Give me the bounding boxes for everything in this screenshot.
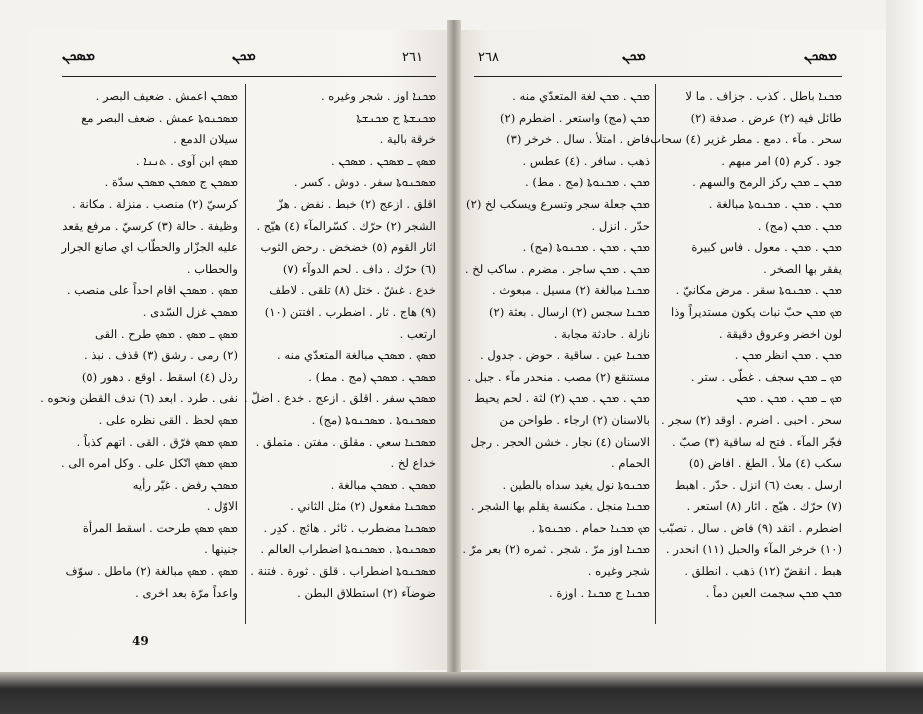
entry-line: اقلق . ازعج (٢) خبط . نفض . هزّ <box>277 196 436 211</box>
entry-line: الحمام . <box>610 456 650 471</box>
entry-line: ܡܣܟ . ܡܣܟ مبالغة (٢) ماطل . سوّف <box>65 564 238 579</box>
entry-line: (١٠) خرخر المآء والحبل (١١) انحدر . <box>665 542 842 557</box>
entry-line: وظيفة . حالة (٣) كرسيّ . مرفع يقعد <box>62 218 238 233</box>
entry-line: ܡܟܢ . ܡܟܢ . ܡܟܢܘܬܐ مبالغة . <box>708 196 842 211</box>
right-header-root: ܡܟܢ <box>622 48 646 64</box>
entry-line: الشجر (٢) حرّك . كسّرالمآء (٤) هيّج . <box>256 218 436 233</box>
right-page-column-left <box>462 86 650 604</box>
entry-line: ܡܟܢ . ܡܟܢ . ܡܟܢܘܬܐ (مج) . <box>522 240 650 255</box>
entry-line: ܡܣܟܢ . ܡܣܟܢ (مج . مط) . <box>308 369 436 384</box>
entry-line: والحطاب . <box>186 261 238 276</box>
entry-line: خرقة بالية . <box>379 132 436 147</box>
entry-line: مستنقع (٢) مصب . منحدر مآء . جبل . <box>467 369 650 384</box>
entry-line: فاض . امتلأ . سال . خرخر (٣) <box>506 132 650 147</box>
entry-line: فجّر المآء . فتح له ساقية (٣) صبّ . <box>671 434 842 449</box>
entry-line: ܡܟܢܐ عين . ساقية . حوض . جدول . <box>479 348 650 363</box>
entry-line: ܡܟܢ . ܡܟܢܘܬܐ (مج . مط) . <box>525 175 650 190</box>
entry-line: ܡܟܢ . ܡܟܢ لغة المتعدّي منه . <box>512 89 650 103</box>
entry-line: ܡܣܟܢ . ܡܣܟܢ مبالغة . <box>330 477 436 492</box>
left-page-column-left <box>40 86 238 604</box>
entry-line: ضوضآء (٢) استطلاق البطن . <box>297 585 436 600</box>
entry-line: ܡܣܟ ܡܣܟ طرحت . اسقط المرأة <box>82 520 238 535</box>
left-page-column-right <box>243 86 436 604</box>
entry-line: ܡܣܟܢ اعمش . ضعيف البصر . <box>95 89 238 103</box>
entry-line: ܡܟܢ . ܡܟܢܘܬܐ سقر . مرض مكانيّ . <box>675 283 842 298</box>
entry-line: ܡܟܢ (مج) واستعر . اضطرم (٢) <box>499 110 650 125</box>
right-page-number: ٢٦٨ <box>478 50 499 65</box>
right-header-keyword: ܡܣܟܢ <box>804 48 837 64</box>
entry-line: ܡܣܟ ابن آوى . ܬܢܢܐ . <box>135 153 238 168</box>
entry-line: ܡܟܢܐ سجس (٢) ارسال . بعثة (٢) <box>489 304 650 319</box>
entry-line: (٧) حرّك . هيّج . اثار (٨) استعر . <box>686 499 842 514</box>
entry-line: ܡܟܢܐ ج ܡܟܢܐ . اوزة . <box>548 585 650 600</box>
right-column-divider <box>655 84 656 624</box>
entry-line: ܡܣܟܢܘܬܐ . ܡܣܟܢܘܬܐ (مج) . <box>311 412 436 427</box>
entry-line: هبط . انقضّ (١٢) ذهب . انطلق . <box>684 564 842 579</box>
entry-line: ܡܣܟ ـ ܡܣܟܢ . ܡܣܟܢ . <box>330 153 436 168</box>
entry-line: ܡܣܟ ـ ܡܣܟ . ܡܣܟ طرح . القى <box>94 326 238 341</box>
scan-bottom-shadow <box>0 672 923 714</box>
entry-line: ܡܣܟܢܐ مضطرب . ثائر . هائج . كدِر . <box>263 520 436 535</box>
scan-right-edge <box>886 0 923 714</box>
entry-line: الاوّل . <box>206 499 238 514</box>
entry-line: ܡܟܢ جعلة سجر وتسرع ويسكب لخ (٢) <box>466 196 650 211</box>
entry-line: ܡܣܟ لحظ . القى نظره على . <box>98 412 238 427</box>
entry-line: ܡܟܢ . ܡܟܢ ساجر . مضرم . ساكب لخ . <box>464 261 650 276</box>
entry-line: ܡܣܟܢ ج ܡܣܟܢ ܡܣܟܢ سدّة . <box>104 175 238 190</box>
entry-line: اضطرم . اتقد (٩) فاض . سال . تصبّب <box>658 520 842 535</box>
entry-line: حدّر . انزل . <box>591 218 650 233</box>
entry-line: (٢) رمى . رشق (٣) قذف . نبذ . <box>83 348 238 363</box>
entry-line: ܡܣܟܢܘܬܐ اضطراب . قلق . ثورة . فتنة . <box>250 564 436 579</box>
entry-line: (٩) هاج . ثار . اضطرب . افتتن (١٠) <box>264 304 436 319</box>
entry-line: (٦) حرّك . داف . لحم الدوآء (٧) <box>282 261 436 276</box>
entry-line: جنينها . <box>204 542 238 557</box>
left-header-rule <box>62 76 436 77</box>
entry-line: ܡܟ ـ ܡܟܢ سجف . غطّى . ستر . <box>690 369 842 384</box>
entry-line: عليه الجزّار والحطّاب اي صانع الجرار <box>61 240 238 255</box>
entry-line: ܡܟܢ . ܡܟܢ . معول . فاس كبيرة <box>691 240 842 255</box>
entry-line: ܡܣܟܢ رفض . غيّر رأيه <box>132 477 238 492</box>
right-page-column-right <box>642 86 842 604</box>
entry-line: ܡܣܟܢܐ مفعول (٢) مثل الثاني . <box>290 499 436 514</box>
entry-line: ܡܟ ܡܟܢ حبّ نبات يكون مستديراً وذا <box>671 304 842 319</box>
entry-line: ܡܟܢܐ مبالغة (٢) مسيل . مبعوث . <box>491 283 650 298</box>
entry-line: نفى . طرد . ابعد (٦) ندف القطن ونحوه . <box>40 391 238 406</box>
entry-line: ذهب . سافر . (٤) عطس . <box>522 153 650 168</box>
entry-line: ܡܟܢܐ اوز . شجر وغيره . <box>320 89 436 103</box>
entry-line: اثار القوم (٥) خضخض . رحض الثوب <box>260 240 436 255</box>
entry-line: ارتعب . <box>399 326 436 341</box>
entry-line: ܡܟܢܐ اوز مرّ . شجر . ثمره (٢) بعر مرّ . <box>462 542 650 557</box>
entry-line: سكب (٤) ملأ . الطغ . افاض (٥) <box>688 456 842 471</box>
entry-line: كرسيّ (٢) منصب . منزلة . مكانة . <box>71 196 238 211</box>
entry-line: لون اخضر وعروق دقيقة . <box>718 326 842 341</box>
entry-line: ܡܣܟ ܡܣܟ اتّكل على . وكل امره الى . <box>60 456 238 471</box>
entry-line: ܡܟ ܡܟܢܐ حمام . ܡܟܢܘܬܐ . <box>531 520 650 535</box>
entry-line: سيلان الدمع . <box>173 132 238 147</box>
entry-line: ܡܟܢ . ܡܟܢ انظر ܡܟܢ . <box>734 348 842 363</box>
entry-line: ܡܟ ـ ܡܟܢ . ܡܟܢ . ܡܟܢ <box>736 391 842 406</box>
entry-line: يفقر بها الصخر . <box>763 261 842 276</box>
entry-line: خداع لخ . <box>390 456 436 471</box>
entry-line: ܡܣܟܢ سفر . اقلق . ازعج . خدع . اضلّ . <box>243 391 436 406</box>
entry-line: ܡܣܟ . ܡܣܟܢ اقام احداً على منصب . <box>66 283 238 298</box>
left-header-root: ܡܟܢ <box>232 48 256 64</box>
entry-line: خدع . غشّ . ختل (٨) تلقى . لاطف <box>269 283 436 298</box>
entry-line: ܡܣܟܢ غزل السّدى . <box>142 304 238 319</box>
entry-line: بالاسنان (٢) ارجاء . طواحن من <box>499 412 650 427</box>
folio-number: 49 <box>132 634 149 648</box>
entry-line: ܡܣܟ ܡܣܟ فرّق . القى . اتهم كذباً . <box>76 434 238 449</box>
left-page-number: ٢٦١ <box>402 50 423 65</box>
entry-line: واعداً مرّة بعد اخرى . <box>135 585 238 600</box>
entry-line: ܡܟܢܐ منجل . مكنسة يقلم بها الشجر . <box>470 499 650 514</box>
left-header-keyword: ܡܣܟܢ <box>62 48 95 64</box>
entry-line: شجر وغيره . <box>587 564 650 579</box>
entry-line: ܡܟܢ ـ ܡܟܢ ركز الرمح والسهم . <box>692 175 842 190</box>
entry-line: سحر . مآء . دمع . مطر غزير (٤) سحاب . <box>642 132 842 147</box>
entry-line: ܡܣܟܢܐ سعي . مقلق . مفتن . متملق . <box>255 434 436 449</box>
entry-line: ܡܟܢܐ باطل . كذب . جزاف . ما لا <box>685 89 842 103</box>
entry-line: ܡܟܢ . ܡܟܢ (مج) . <box>757 218 842 233</box>
entry-line: ܡܣܟܢܘܬܐ . ܡܣܟܢܘܬܐ اضطراب العالم . <box>260 542 436 557</box>
entry-line: ܡܣܟܢܘܬܐ عمش . ضعف البصر مع <box>81 110 238 125</box>
entry-line: ܡܟܢ . ܡܟܢ . ܡܟܢ (٢) لثة . لحم يحيط <box>474 391 650 406</box>
entry-line: الاسنان (٤) نجار . خشن الحجر . رجل <box>470 434 650 449</box>
entry-line: ܡܣܟ . ܡܣܟܢ مبالغة المتعدّي منه . <box>277 348 436 363</box>
entry-line: رذل (٤) اسقط . اوقع . دهور (٥) <box>81 369 238 384</box>
entry-line: طائل فيه (٢) عرض . صدفة (٢) <box>690 110 842 125</box>
entry-line: ܡܣܟܢܘܬܐ سفر . دوش . كسر . <box>293 175 436 190</box>
book-gutter <box>447 20 461 680</box>
entry-line: ارسل . بعث (٦) انزل . حدّر . اهبط <box>674 477 842 492</box>
entry-line: سحر . احبى . اضرم . اوقد (٢) سجر . <box>660 412 842 427</box>
entry-line: نازلة . حادثة مجابة . <box>553 326 650 341</box>
entry-line: ܡܟܢ ܡܟܢ سجمت العين دماً . <box>705 585 842 600</box>
left-column-divider <box>245 84 246 624</box>
entry-line: جود . كرم (٥) امر مبهم . <box>721 153 842 168</box>
entry-line: ܡܟܢܘܬܐ نول يغيد سداه بالطين . <box>502 477 650 492</box>
right-header-rule <box>474 76 842 77</box>
entry-line: ܡܟܢܫܬܐ ج ܡܟܢܫܬܐ <box>356 110 436 125</box>
